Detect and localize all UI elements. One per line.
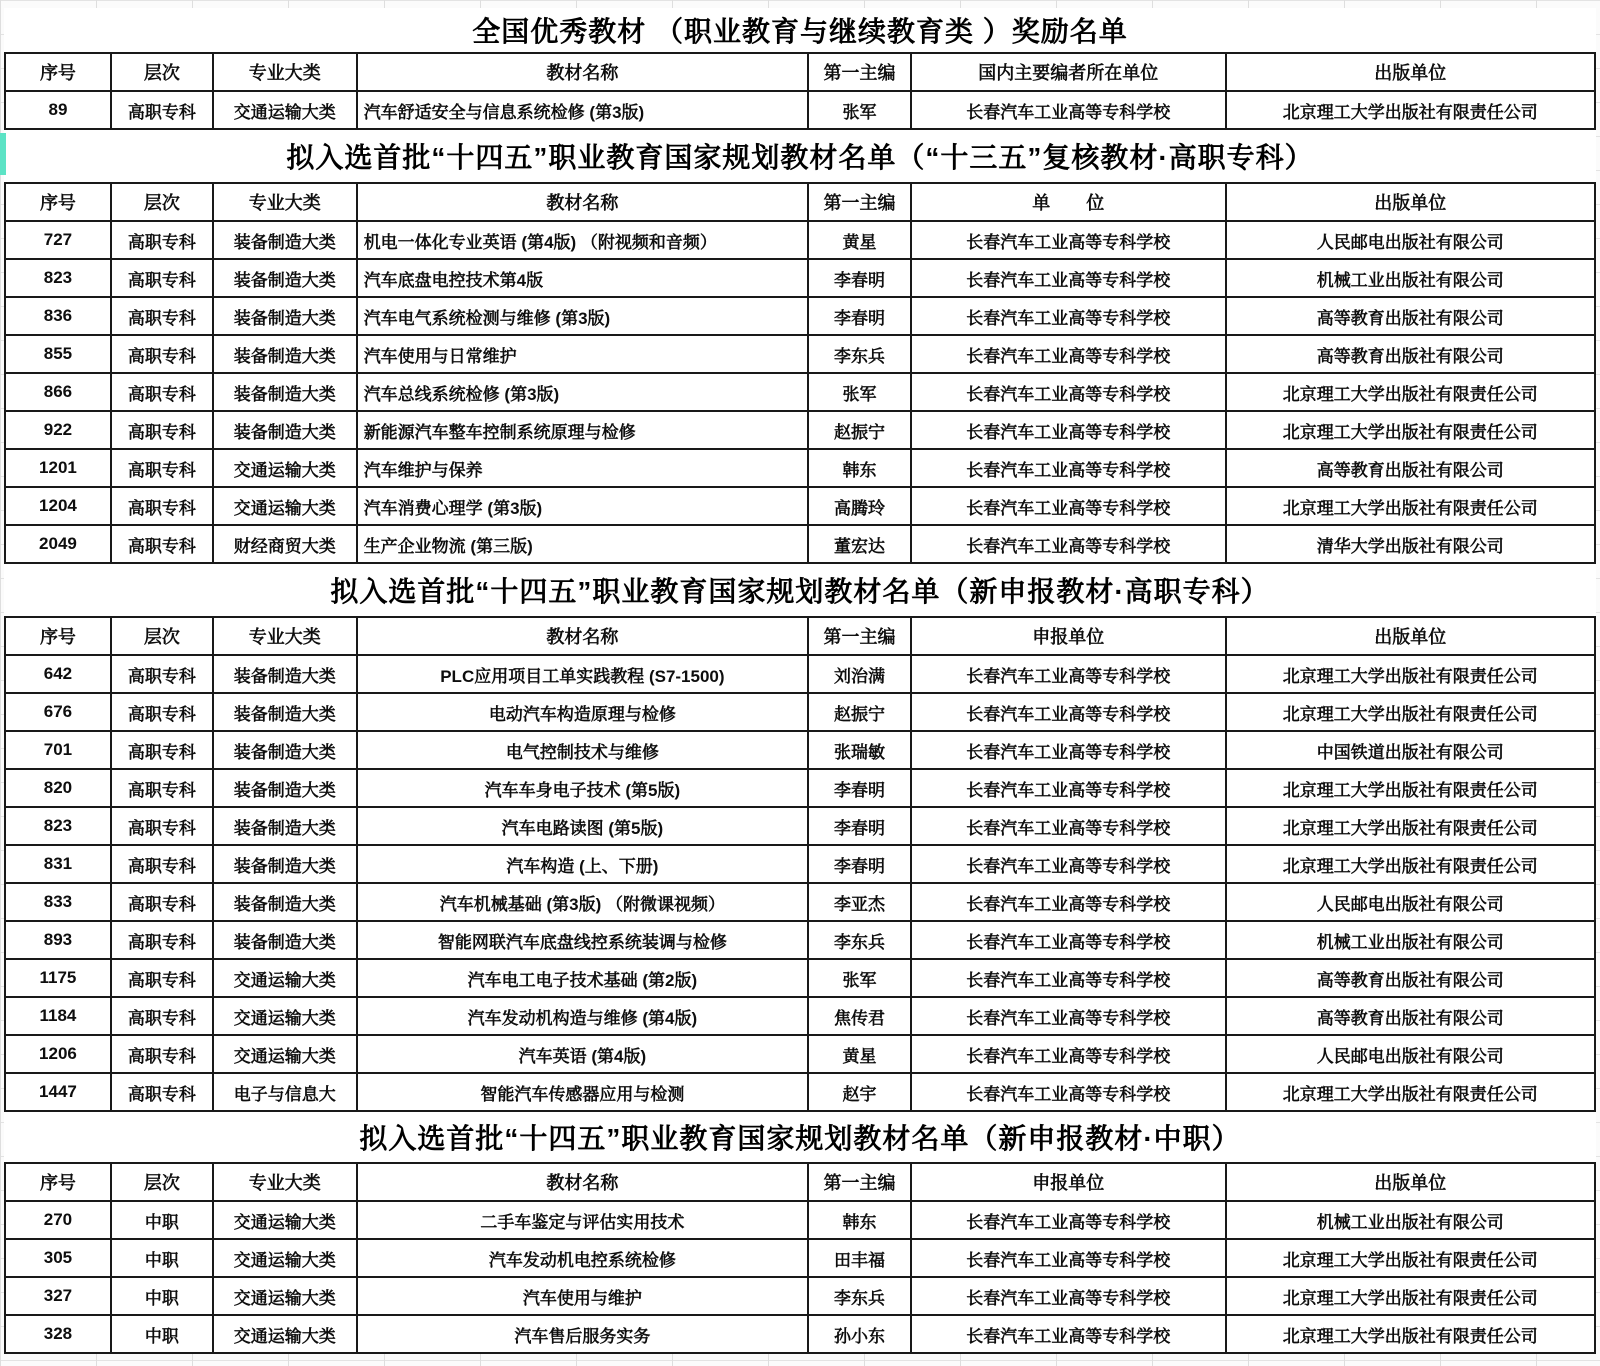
cell-first-editor[interactable]: 赵振宁 [808, 693, 911, 731]
cell-first-editor[interactable]: 李亚杰 [808, 883, 911, 921]
section-title-1: 全国优秀教材 （职业教育与继续教育类 ）奖励名单 [4, 8, 1596, 52]
cell-name[interactable]: 汽车发动机构造与维修 (第4版) [357, 997, 808, 1035]
cell-category[interactable]: 装备制造大类 [213, 297, 357, 335]
cell-publisher[interactable]: 北京理工大学出版社有限责任公司 [1226, 373, 1595, 411]
table-row [5, 655, 1595, 693]
table-row [5, 769, 1595, 807]
cell-first-editor[interactable]: 李春明 [808, 259, 911, 297]
cell-level[interactable]: 高职专科 [111, 769, 213, 807]
cell-unit[interactable]: 长春汽车工业高等专科学校 [911, 1073, 1226, 1111]
cell-name[interactable]: 智能汽车传感器应用与检测 [357, 1073, 808, 1111]
section-title-2: 拟入选首批“十四五”职业教育国家规划教材名单（“十三五”复核教材·高职专科） [4, 130, 1596, 182]
table-row [5, 221, 1595, 259]
cell-publisher[interactable]: 高等教育出版社有限公司 [1226, 997, 1595, 1035]
table-row [5, 91, 1595, 129]
cell-category[interactable]: 交通运输大类 [213, 91, 357, 129]
cell-first-editor[interactable]: 李春明 [808, 845, 911, 883]
cell-level[interactable]: 高职专科 [111, 259, 213, 297]
section-table-2 [4, 182, 1596, 564]
cell-category[interactable]: 装备制造大类 [213, 693, 357, 731]
cell-first-editor[interactable]: 李东兵 [808, 335, 911, 373]
cell-name[interactable]: 新能源汽车整车控制系统原理与检修 [357, 411, 808, 449]
cell-level[interactable]: 高职专科 [111, 959, 213, 997]
cell-category[interactable]: 交通运输大类 [213, 1035, 357, 1073]
table-row [5, 525, 1595, 563]
cell-name[interactable]: 汽车使用与日常维护 [357, 335, 808, 373]
cell-category[interactable]: 装备制造大类 [213, 221, 357, 259]
cell-publisher[interactable]: 北京理工大学出版社有限责任公司 [1226, 487, 1595, 525]
cell-first-editor[interactable]: 韩东 [808, 449, 911, 487]
cell-name[interactable]: 智能网联汽车底盘线控系统装调与检修 [357, 921, 808, 959]
cell-unit[interactable]: 长春汽车工业高等专科学校 [911, 1277, 1226, 1315]
cell-first-editor[interactable]: 李春明 [808, 769, 911, 807]
cell-index[interactable]: 855 [5, 335, 111, 373]
table-row [5, 297, 1595, 335]
cell-publisher[interactable]: 北京理工大学出版社有限责任公司 [1226, 845, 1595, 883]
cell-unit[interactable]: 长春汽车工业高等专科学校 [911, 449, 1226, 487]
cell-level[interactable]: 中职 [111, 1277, 213, 1315]
cell-unit[interactable]: 长春汽车工业高等专科学校 [911, 731, 1226, 769]
cell-unit[interactable]: 长春汽车工业高等专科学校 [911, 959, 1226, 997]
cell-unit[interactable]: 长春汽车工业高等专科学校 [911, 1201, 1226, 1239]
cell-name[interactable]: 汽车电路读图 (第5版) [357, 807, 808, 845]
header-publisher[interactable]: 出版单位 [1226, 1163, 1595, 1201]
table-row [5, 1073, 1595, 1111]
cell-category[interactable]: 电子与信息大 [213, 1073, 357, 1111]
table-row [5, 487, 1595, 525]
header-first-editor[interactable]: 第一主编 [808, 53, 911, 91]
cell-index[interactable]: 823 [5, 259, 111, 297]
cell-level[interactable]: 高职专科 [111, 373, 213, 411]
cell-unit[interactable]: 长春汽车工业高等专科学校 [911, 221, 1226, 259]
cell-category[interactable]: 交通运输大类 [213, 1239, 357, 1277]
cell-index[interactable]: 922 [5, 411, 111, 449]
table-row [5, 997, 1595, 1035]
cell-category[interactable]: 交通运输大类 [213, 449, 357, 487]
cell-name[interactable]: 汽车使用与维护 [357, 1277, 808, 1315]
header-row [5, 183, 1595, 221]
cell-index[interactable]: 1175 [5, 959, 111, 997]
cell-index[interactable]: 89 [5, 91, 111, 129]
cell-first-editor[interactable]: 韩东 [808, 1201, 911, 1239]
cell-level[interactable]: 高职专科 [111, 997, 213, 1035]
header-unit[interactable]: 申报单位 [911, 617, 1226, 655]
table-row [5, 959, 1595, 997]
cell-level[interactable]: 高职专科 [111, 883, 213, 921]
cell-unit[interactable]: 长春汽车工业高等专科学校 [911, 769, 1226, 807]
header-name[interactable]: 教材名称 [357, 1163, 808, 1201]
cell-publisher[interactable]: 人民邮电出版社有限公司 [1226, 1035, 1595, 1073]
cell-unit[interactable]: 长春汽车工业高等专科学校 [911, 297, 1226, 335]
cell-first-editor[interactable]: 李春明 [808, 297, 911, 335]
cell-index[interactable]: 831 [5, 845, 111, 883]
cell-name[interactable]: 汽车维护与保养 [357, 449, 808, 487]
cell-index[interactable]: 823 [5, 807, 111, 845]
cell-first-editor[interactable]: 张军 [808, 959, 911, 997]
header-unit[interactable]: 单 位 [911, 183, 1226, 221]
cell-index[interactable]: 866 [5, 373, 111, 411]
cell-category[interactable]: 财经商贸大类 [213, 525, 357, 563]
cell-level[interactable]: 高职专科 [111, 845, 213, 883]
cell-unit[interactable]: 长春汽车工业高等专科学校 [911, 335, 1226, 373]
cell-level[interactable]: 高职专科 [111, 335, 213, 373]
cell-index[interactable]: 727 [5, 221, 111, 259]
cell-publisher[interactable]: 机械工业出版社有限公司 [1226, 1201, 1595, 1239]
cell-publisher[interactable]: 北京理工大学出版社有限责任公司 [1226, 1239, 1595, 1277]
cell-level[interactable]: 高职专科 [111, 1073, 213, 1111]
cell-unit[interactable]: 长春汽车工业高等专科学校 [911, 655, 1226, 693]
cell-unit[interactable]: 长春汽车工业高等专科学校 [911, 259, 1226, 297]
cell-name[interactable]: 汽车电气系统检测与维修 (第3版) [357, 297, 808, 335]
cell-index[interactable]: 1204 [5, 487, 111, 525]
cell-unit[interactable]: 长春汽车工业高等专科学校 [911, 845, 1226, 883]
cell-name[interactable]: 汽车英语 (第4版) [357, 1035, 808, 1073]
cell-index[interactable]: 1206 [5, 1035, 111, 1073]
table-row [5, 411, 1595, 449]
cell-unit[interactable]: 长春汽车工业高等专科学校 [911, 1315, 1226, 1353]
cell-first-editor[interactable]: 张军 [808, 91, 911, 129]
header-row [5, 1163, 1595, 1201]
cell-index[interactable]: 820 [5, 769, 111, 807]
cell-category[interactable]: 交通运输大类 [213, 1315, 357, 1353]
header-unit[interactable]: 国内主要编者所在单位 [911, 53, 1226, 91]
cell-first-editor[interactable]: 黄星 [808, 1035, 911, 1073]
cell-level[interactable]: 高职专科 [111, 91, 213, 129]
cell-publisher[interactable]: 北京理工大学出版社有限责任公司 [1226, 807, 1595, 845]
section-table-4 [4, 1162, 1596, 1354]
cell-unit[interactable]: 长春汽车工业高等专科学校 [911, 91, 1226, 129]
cell-category[interactable]: 装备制造大类 [213, 769, 357, 807]
cell-category[interactable]: 装备制造大类 [213, 845, 357, 883]
cell-category[interactable]: 交通运输大类 [213, 997, 357, 1035]
section-title-4: 拟入选首批“十四五”职业教育国家规划教材名单（新申报教材·中职） [4, 1112, 1596, 1162]
header-index[interactable]: 序号 [5, 1163, 111, 1201]
cell-index[interactable]: 836 [5, 297, 111, 335]
cell-publisher[interactable]: 北京理工大学出版社有限责任公司 [1226, 1315, 1595, 1353]
cell-level[interactable]: 高职专科 [111, 921, 213, 959]
header-category[interactable]: 专业大类 [213, 1163, 357, 1201]
cell-unit[interactable]: 长春汽车工业高等专科学校 [911, 411, 1226, 449]
cell-first-editor[interactable]: 张瑞敏 [808, 731, 911, 769]
cell-first-editor[interactable]: 李春明 [808, 807, 911, 845]
cell-unit[interactable]: 长春汽车工业高等专科学校 [911, 525, 1226, 563]
cell-first-editor[interactable]: 李东兵 [808, 921, 911, 959]
cell-level[interactable]: 高职专科 [111, 221, 213, 259]
header-level[interactable]: 层次 [111, 1163, 213, 1201]
cell-publisher[interactable]: 清华大学出版社有限公司 [1226, 525, 1595, 563]
table-row [5, 807, 1595, 845]
header-name[interactable]: 教材名称 [357, 53, 808, 91]
cell-unit[interactable]: 长春汽车工业高等专科学校 [911, 693, 1226, 731]
cell-level[interactable]: 高职专科 [111, 525, 213, 563]
cell-index[interactable]: 893 [5, 921, 111, 959]
cell-publisher[interactable]: 高等教育出版社有限公司 [1226, 959, 1595, 997]
cell-category[interactable]: 装备制造大类 [213, 921, 357, 959]
cell-level[interactable]: 高职专科 [111, 655, 213, 693]
cell-publisher[interactable]: 机械工业出版社有限公司 [1226, 921, 1595, 959]
cell-first-editor[interactable]: 焦传君 [808, 997, 911, 1035]
header-name[interactable]: 教材名称 [357, 183, 808, 221]
cell-name[interactable]: 汽车售后服务实务 [357, 1315, 808, 1353]
cell-category[interactable]: 装备制造大类 [213, 411, 357, 449]
cell-index[interactable]: 305 [5, 1239, 111, 1277]
header-publisher[interactable]: 出版单位 [1226, 53, 1595, 91]
cell-name[interactable]: 汽车总线系统检修 (第3版) [357, 373, 808, 411]
cell-level[interactable]: 中职 [111, 1201, 213, 1239]
cell-name[interactable]: 汽车车身电子技术 (第5版) [357, 769, 808, 807]
header-first-editor[interactable]: 第一主编 [808, 617, 911, 655]
cell-index[interactable]: 2049 [5, 525, 111, 563]
cell-unit[interactable]: 长春汽车工业高等专科学校 [911, 373, 1226, 411]
cell-level[interactable]: 高职专科 [111, 449, 213, 487]
cell-name[interactable]: 生产企业物流 (第三版) [357, 525, 808, 563]
table-row [5, 1035, 1595, 1073]
cell-publisher[interactable]: 北京理工大学出版社有限责任公司 [1226, 1277, 1595, 1315]
section-title-3: 拟入选首批“十四五”职业教育国家规划教材名单（新申报教材·高职专科） [4, 564, 1596, 616]
cell-publisher[interactable]: 高等教育出版社有限公司 [1226, 335, 1595, 373]
cell-index[interactable]: 328 [5, 1315, 111, 1353]
cell-level[interactable]: 高职专科 [111, 731, 213, 769]
header-unit[interactable]: 申报单位 [911, 1163, 1226, 1201]
cell-publisher[interactable]: 北京理工大学出版社有限责任公司 [1226, 91, 1595, 129]
cell-publisher[interactable]: 北京理工大学出版社有限责任公司 [1226, 693, 1595, 731]
table-row [5, 921, 1595, 959]
table-row [5, 845, 1595, 883]
table-row [5, 259, 1595, 297]
cell-index[interactable]: 1201 [5, 449, 111, 487]
cell-index[interactable]: 1184 [5, 997, 111, 1035]
table-row [5, 449, 1595, 487]
header-category[interactable]: 专业大类 [213, 183, 357, 221]
cell-publisher[interactable]: 人民邮电出版社有限公司 [1226, 883, 1595, 921]
header-category[interactable]: 专业大类 [213, 53, 357, 91]
cell-first-editor[interactable]: 赵宇 [808, 1073, 911, 1111]
cell-publisher[interactable]: 高等教育出版社有限公司 [1226, 449, 1595, 487]
cell-index[interactable]: 270 [5, 1201, 111, 1239]
header-first-editor[interactable]: 第一主编 [808, 1163, 911, 1201]
cell-first-editor[interactable]: 孙小东 [808, 1315, 911, 1353]
cell-unit[interactable]: 长春汽车工业高等专科学校 [911, 487, 1226, 525]
cell-unit[interactable]: 长春汽车工业高等专科学校 [911, 1239, 1226, 1277]
cell-unit[interactable]: 长春汽车工业高等专科学校 [911, 997, 1226, 1035]
cell-first-editor[interactable]: 张军 [808, 373, 911, 411]
cell-name[interactable]: 汽车发动机电控系统检修 [357, 1239, 808, 1277]
cell-publisher[interactable]: 中国铁道出版社有限公司 [1226, 731, 1595, 769]
cell-level[interactable]: 高职专科 [111, 411, 213, 449]
cell-index[interactable]: 642 [5, 655, 111, 693]
section-table-1 [4, 52, 1596, 130]
cell-first-editor[interactable]: 田丰福 [808, 1239, 911, 1277]
header-row [5, 617, 1595, 655]
cell-unit[interactable]: 长春汽车工业高等专科学校 [911, 807, 1226, 845]
cell-level[interactable]: 高职专科 [111, 297, 213, 335]
cell-category[interactable]: 装备制造大类 [213, 335, 357, 373]
table-row [5, 1239, 1595, 1277]
cell-name[interactable]: 机电一体化专业英语 (第4版) （附视频和音频） [357, 221, 808, 259]
header-row [5, 53, 1595, 91]
cell-publisher[interactable]: 北京理工大学出版社有限责任公司 [1226, 655, 1595, 693]
cell-name[interactable]: 汽车舒适安全与信息系统检修 (第3版) [357, 91, 808, 129]
cell-level[interactable]: 中职 [111, 1239, 213, 1277]
header-level[interactable]: 层次 [111, 53, 213, 91]
cell-index[interactable]: 676 [5, 693, 111, 731]
cell-publisher[interactable]: 北京理工大学出版社有限责任公司 [1226, 411, 1595, 449]
table-row [5, 731, 1595, 769]
cell-category[interactable]: 装备制造大类 [213, 731, 357, 769]
cell-category[interactable]: 交通运输大类 [213, 1277, 357, 1315]
cell-name[interactable]: 汽车电工电子技术基础 (第2版) [357, 959, 808, 997]
cell-category[interactable]: 装备制造大类 [213, 807, 357, 845]
cell-first-editor[interactable]: 高腾玲 [808, 487, 911, 525]
cell-name[interactable]: 汽车消费心理学 (第3版) [357, 487, 808, 525]
cell-category[interactable]: 装备制造大类 [213, 655, 357, 693]
cell-publisher[interactable]: 机械工业出版社有限公司 [1226, 259, 1595, 297]
cell-name[interactable]: 汽车构造 (上、下册) [357, 845, 808, 883]
cell-name[interactable]: 电动汽车构造原理与检修 [357, 693, 808, 731]
cell-publisher[interactable]: 人民邮电出版社有限公司 [1226, 221, 1595, 259]
cell-first-editor[interactable]: 李东兵 [808, 1277, 911, 1315]
selection-accent-strip [0, 133, 6, 175]
section-table-3 [4, 616, 1596, 1112]
header-name[interactable]: 教材名称 [357, 617, 808, 655]
cell-name[interactable]: 二手车鉴定与评估实用技术 [357, 1201, 808, 1239]
cell-publisher[interactable]: 北京理工大学出版社有限责任公司 [1226, 769, 1595, 807]
cell-first-editor[interactable]: 刘治满 [808, 655, 911, 693]
header-category[interactable]: 专业大类 [213, 617, 357, 655]
header-index[interactable]: 序号 [5, 617, 111, 655]
table-row [5, 883, 1595, 921]
table-row [5, 693, 1595, 731]
cell-first-editor[interactable]: 赵振宁 [808, 411, 911, 449]
header-first-editor[interactable]: 第一主编 [808, 183, 911, 221]
cell-level[interactable]: 高职专科 [111, 487, 213, 525]
cell-index[interactable]: 327 [5, 1277, 111, 1315]
cell-category[interactable]: 交通运输大类 [213, 959, 357, 997]
cell-category[interactable]: 装备制造大类 [213, 883, 357, 921]
cell-index[interactable]: 1447 [5, 1073, 111, 1111]
cell-category[interactable]: 交通运输大类 [213, 1201, 357, 1239]
cell-index[interactable]: 833 [5, 883, 111, 921]
header-index[interactable]: 序号 [5, 183, 111, 221]
cell-name[interactable]: 汽车机械基础 (第3版) （附微课视频） [357, 883, 808, 921]
cell-first-editor[interactable]: 黄星 [808, 221, 911, 259]
cell-unit[interactable]: 长春汽车工业高等专科学校 [911, 1035, 1226, 1073]
cell-level[interactable]: 高职专科 [111, 1035, 213, 1073]
cell-unit[interactable]: 长春汽车工业高等专科学校 [911, 921, 1226, 959]
header-level[interactable]: 层次 [111, 617, 213, 655]
cell-name[interactable]: 汽车底盘电控技术第4版 [357, 259, 808, 297]
header-publisher[interactable]: 出版单位 [1226, 617, 1595, 655]
cell-index[interactable]: 701 [5, 731, 111, 769]
cell-category[interactable]: 装备制造大类 [213, 259, 357, 297]
cell-level[interactable]: 高职专科 [111, 693, 213, 731]
cell-unit[interactable]: 长春汽车工业高等专科学校 [911, 883, 1226, 921]
table-row [5, 373, 1595, 411]
header-index[interactable]: 序号 [5, 53, 111, 91]
cell-publisher[interactable]: 北京理工大学出版社有限责任公司 [1226, 1073, 1595, 1111]
cell-name[interactable]: PLC应用项目工单实践教程 (S7-1500) [357, 655, 808, 693]
cell-name[interactable]: 电气控制技术与维修 [357, 731, 808, 769]
table-row [5, 1277, 1595, 1315]
header-publisher[interactable]: 出版单位 [1226, 183, 1595, 221]
header-level[interactable]: 层次 [111, 183, 213, 221]
cell-first-editor[interactable]: 董宏达 [808, 525, 911, 563]
cell-level[interactable]: 高职专科 [111, 807, 213, 845]
cell-category[interactable]: 交通运输大类 [213, 487, 357, 525]
table-row [5, 1201, 1595, 1239]
cell-category[interactable]: 装备制造大类 [213, 373, 357, 411]
table-row [5, 335, 1595, 373]
table-row [5, 1315, 1595, 1353]
cell-publisher[interactable]: 高等教育出版社有限公司 [1226, 297, 1595, 335]
cell-level[interactable]: 中职 [111, 1315, 213, 1353]
